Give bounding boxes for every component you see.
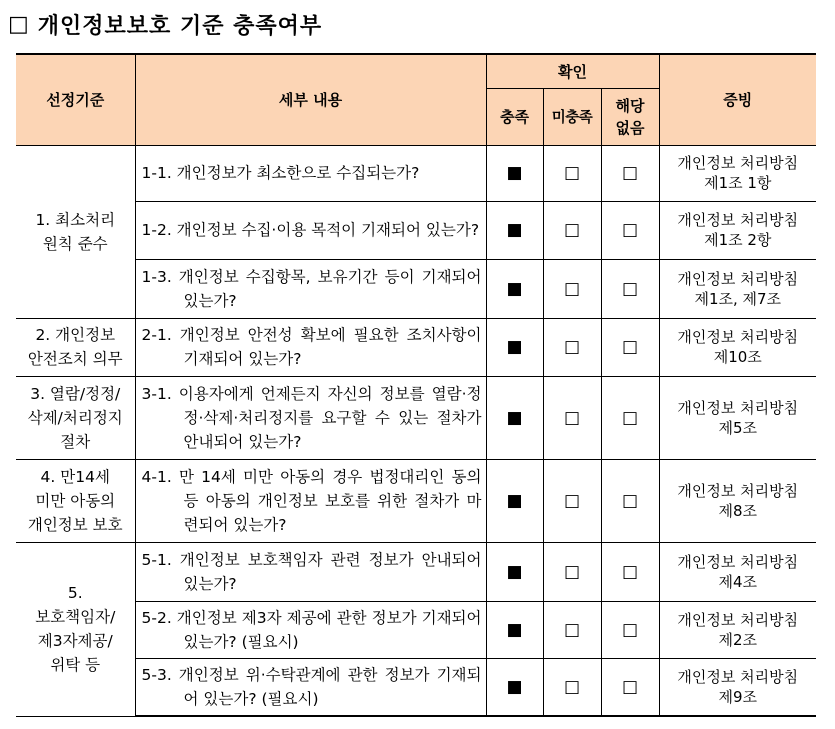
header-evidence: 증빙	[659, 54, 816, 145]
evidence-cell: 개인정보 처리방침 제2조	[659, 601, 816, 658]
table-row	[16, 601, 816, 658]
met-checkbox[interactable]: ■	[486, 259, 543, 318]
checkbox-square-icon: □	[8, 11, 30, 37]
na-checkbox[interactable]: □	[601, 459, 659, 542]
table-row	[16, 459, 816, 542]
detail-cell: 3-1. 이용자에게 언제든지 자신의 정보를 열람·정정·삭제·처리정지를 요구할 수 있는 절차가 안내되어 있는가?	[135, 376, 486, 459]
not-met-checkbox[interactable]: □	[543, 376, 601, 459]
criteria-cell: 2. 개인정보 안전조치 의무	[16, 318, 135, 376]
page-title	[8, 6, 322, 42]
not-met-checkbox[interactable]: □	[543, 201, 601, 259]
header-na: 해당 없음	[601, 88, 659, 145]
na-checkbox[interactable]: □	[601, 318, 659, 376]
evidence-cell: 개인정보 처리방침 제1조 2항	[659, 201, 816, 259]
header-criteria: 선정기준	[16, 54, 135, 145]
criteria-cell: 4. 만14세 미만 아동의 개인정보 보호	[16, 459, 135, 542]
detail-cell: 1-3. 개인정보 수집항목, 보유기간 등이 기재되어 있는가?	[135, 259, 486, 318]
met-checkbox[interactable]: ■	[486, 201, 543, 259]
evidence-cell: 개인정보 처리방침 제1조, 제7조	[659, 259, 816, 318]
header-met: 충족	[486, 88, 543, 145]
met-checkbox[interactable]: ■	[486, 376, 543, 459]
na-checkbox[interactable]: □	[601, 376, 659, 459]
table-row	[16, 145, 816, 201]
not-met-checkbox[interactable]: □	[543, 459, 601, 542]
header-confirm: 확인	[486, 54, 659, 88]
criteria-table	[16, 53, 816, 717]
not-met-checkbox[interactable]: □	[543, 542, 601, 601]
evidence-cell: 개인정보 처리방침 제5조	[659, 376, 816, 459]
detail-cell: 1-2. 개인정보 수집·이용 목적이 기재되어 있는가?	[135, 201, 486, 259]
na-checkbox[interactable]: □	[601, 658, 659, 716]
criteria-cell: 1. 최소처리 원칙 준수	[16, 145, 135, 318]
table-row	[16, 259, 816, 318]
met-checkbox[interactable]: ■	[486, 459, 543, 542]
evidence-cell: 개인정보 처리방침 제8조	[659, 459, 816, 542]
not-met-checkbox[interactable]: □	[543, 601, 601, 658]
evidence-cell: 개인정보 처리방침 제1조 1항	[659, 145, 816, 201]
met-checkbox[interactable]: ■	[486, 601, 543, 658]
na-checkbox[interactable]: □	[601, 601, 659, 658]
detail-cell: 1-1. 개인정보가 최소한으로 수집되는가?	[135, 145, 486, 201]
evidence-cell: 개인정보 처리방침 제4조	[659, 542, 816, 601]
met-checkbox[interactable]: ■	[486, 145, 543, 201]
not-met-checkbox[interactable]: □	[543, 145, 601, 201]
detail-cell: 4-1. 만 14세 미만 아동의 경우 법정대리인 동의 등 아동의 개인정보 보호를 위한 절차가 마련되어 있는가?	[135, 459, 486, 542]
not-met-checkbox[interactable]: □	[543, 259, 601, 318]
na-checkbox[interactable]: □	[601, 145, 659, 201]
criteria-cell: 3. 열람/정정/ 삭제/처리정지 절차	[16, 376, 135, 459]
met-checkbox[interactable]: ■	[486, 318, 543, 376]
na-checkbox[interactable]: □	[601, 542, 659, 601]
detail-cell: 5-1. 개인정보 보호책임자 관련 정보가 안내되어 있는가?	[135, 542, 486, 601]
na-checkbox[interactable]: □	[601, 201, 659, 259]
detail-cell: 2-1. 개인정보 안전성 확보에 필요한 조치사항이 기재되어 있는가?	[135, 318, 486, 376]
not-met-checkbox[interactable]: □	[543, 318, 601, 376]
table-row	[16, 201, 816, 259]
page-title-text: 개인정보보호 기준 충족여부	[37, 13, 323, 39]
evidence-cell: 개인정보 처리방침 제10조	[659, 318, 816, 376]
met-checkbox[interactable]: ■	[486, 542, 543, 601]
detail-cell: 5-2. 개인정보 제3자 제공에 관한 정보가 기재되어 있는가? (필요시)	[135, 601, 486, 658]
na-checkbox[interactable]: □	[601, 259, 659, 318]
detail-cell: 5-3. 개인정보 위·수탁관계에 관한 정보가 기재되어 있는가? (필요시)	[135, 658, 486, 716]
evidence-cell: 개인정보 처리방침 제9조	[659, 658, 816, 716]
header-details: 세부 내용	[135, 54, 486, 145]
table-row	[16, 318, 816, 376]
met-checkbox[interactable]: ■	[486, 658, 543, 716]
criteria-cell: 5. 보호책임자/ 제3자제공/ 위탁 등	[16, 542, 135, 716]
table-row	[16, 658, 816, 716]
table-row	[16, 542, 816, 601]
header-not-met: 미충족	[543, 88, 601, 145]
table-row	[16, 376, 816, 459]
not-met-checkbox[interactable]: □	[543, 658, 601, 716]
